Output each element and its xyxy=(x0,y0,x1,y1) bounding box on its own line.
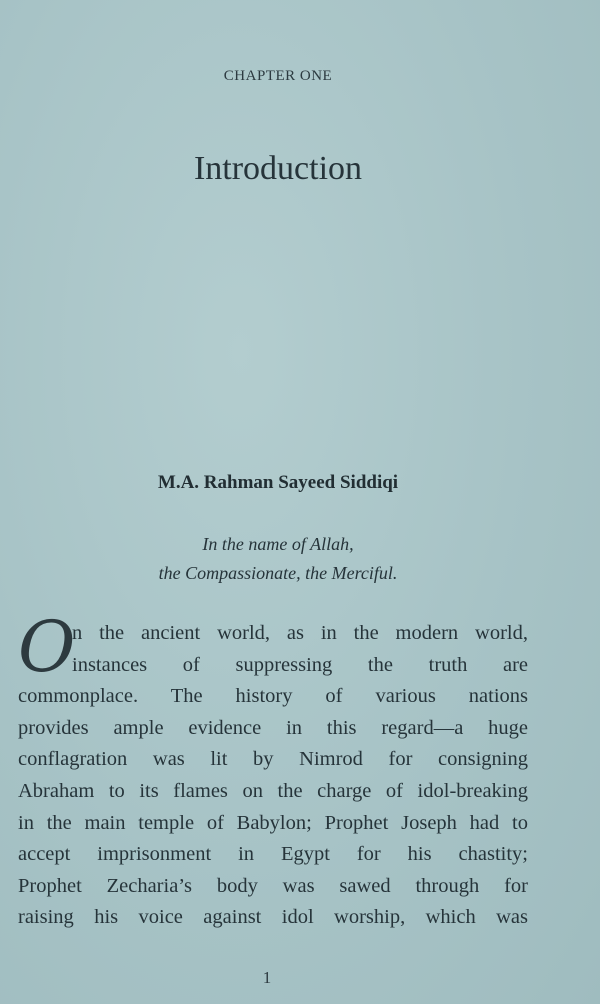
invocation-line-2: the Compassionate, the Merciful. xyxy=(158,563,398,583)
invocation xyxy=(0,530,556,588)
body-line: instances of suppressing the truth are xyxy=(72,653,528,676)
body-line: raising his voice against idol worship, which was xyxy=(18,906,528,929)
body-line: n the ancient world, as in the modern world, xyxy=(72,622,528,644)
invocation-line-1: In the name of Allah, xyxy=(202,534,354,554)
drop-cap: O xyxy=(18,606,76,688)
body-paragraph xyxy=(18,606,528,934)
body-line: provides ample evidence in this regard—a huge xyxy=(18,716,528,739)
chapter-label: CHAPTER ONE xyxy=(223,68,333,84)
page-number: 1 xyxy=(262,968,272,987)
author-name: M.A. Rahman Sayeed Siddiqi xyxy=(157,472,399,493)
body-line: conflagration was lit by Nimrod for consigning xyxy=(18,748,528,771)
body-line: Abraham to its flames on the charge of idol-breaking xyxy=(18,779,528,802)
body-line: in the main temple of Babylon; Prophet Joseph had to xyxy=(18,811,528,834)
body-line: accept imprisonment in Egypt for his chastity; xyxy=(18,843,528,866)
body-line: commonplace. The history of various nations xyxy=(18,685,528,708)
body-line: Prophet Zecharia’s body was sawed through for xyxy=(18,874,528,897)
chapter-title: Introduction xyxy=(193,150,363,187)
